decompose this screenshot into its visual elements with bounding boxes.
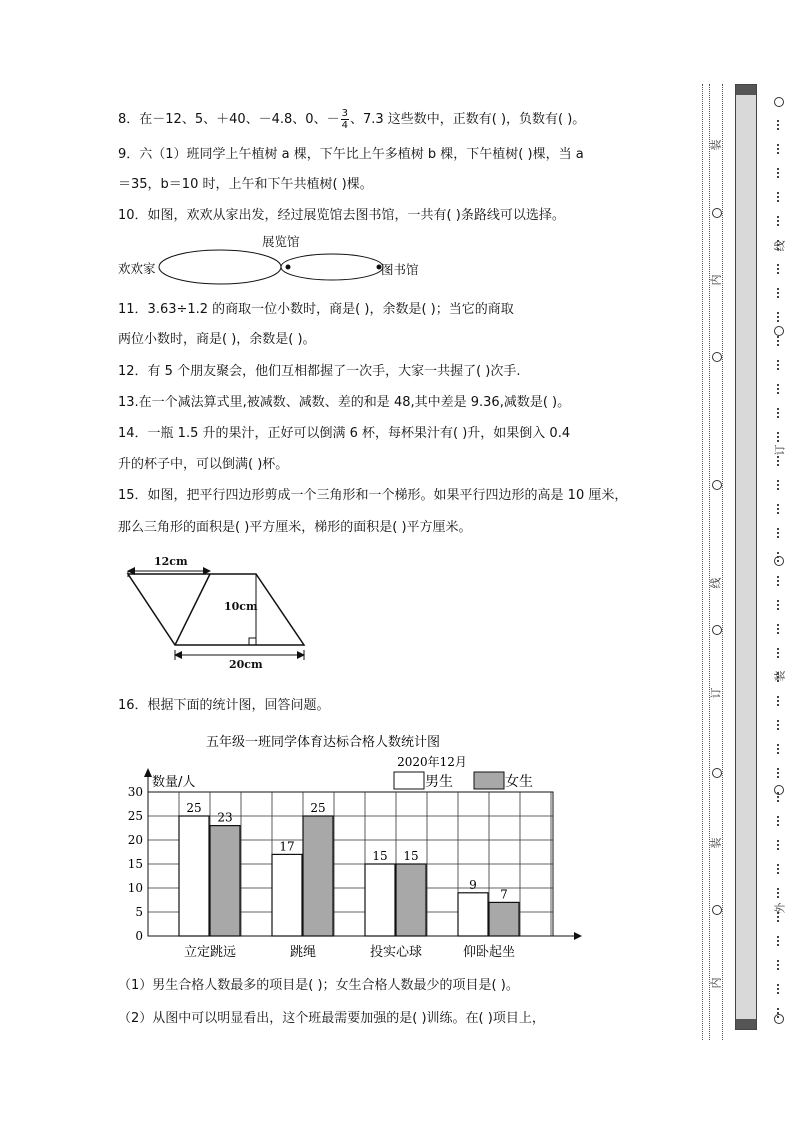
bar-value-label: 9 — [469, 877, 477, 892]
parallelogram-shape — [128, 574, 304, 645]
margin-dots-right — [777, 504, 781, 514]
margin-dots-right — [777, 384, 781, 394]
question-15-line-1: 15．如图，把平行四边形剪成一个三角形和一个梯形。如果平行四边形的高是 10 厘米， — [118, 488, 628, 503]
x-axis-arrow — [574, 932, 582, 940]
margin-dots-right — [777, 648, 781, 658]
legend-swatch-boys — [394, 772, 424, 789]
margin-dots-right — [777, 936, 781, 946]
top-length-label: 12cm — [154, 555, 188, 568]
margin-dots-right — [777, 552, 781, 562]
exhibition-dot — [286, 265, 291, 270]
bar-girls-1 — [210, 826, 240, 936]
question-12: 12．有 5 个朋友聚会，他们互相都握了一次手，大家一共握了( )次手. — [118, 364, 521, 379]
margin-dots-right — [777, 768, 781, 778]
bar-boys-3 — [365, 864, 395, 936]
y-tick-label: 5 — [135, 905, 143, 919]
margin-dots-right — [777, 624, 781, 634]
question-14-line-1: 14．一瓶 1.5 升的果汁，正好可以倒满 6 杯，每杯果汁有( )升，如果倒入 0.4 — [118, 426, 571, 441]
x-category-label: 跳绳 — [289, 945, 317, 960]
margin-dots-right — [777, 600, 781, 610]
fraction-three-quarters — [341, 108, 349, 131]
margin-dots-right — [777, 432, 781, 442]
y-tick-label: 0 — [135, 929, 143, 943]
margin-dots-right — [777, 672, 781, 682]
margin-circle-right — [774, 97, 784, 107]
home-label: 欢欢家 — [118, 261, 156, 276]
margin-dots-right — [777, 336, 781, 346]
margin-circle-left — [712, 905, 722, 915]
y-axis-arrow — [144, 768, 152, 777]
bar-boys-4 — [458, 893, 488, 936]
question-16: 16．根据下面的统计图，回答问题。 — [118, 698, 330, 713]
y-axis-label: 数量/人 — [152, 775, 196, 790]
bar-value-label: 17 — [279, 839, 295, 854]
route-ellipse-right — [281, 254, 383, 280]
margin-dots-right — [777, 408, 781, 418]
parallelogram-figure — [118, 558, 318, 670]
fraction-denominator: 4 — [341, 120, 348, 131]
bar-value-label: 25 — [310, 801, 326, 815]
question-16-1: （1）男生合格人数最多的项目是( )；女生合格人数最少的项目是( )。 — [118, 978, 519, 993]
margin-dots-right — [777, 960, 781, 970]
legend-swatch-girls — [474, 772, 504, 789]
margin-circle-left — [712, 208, 722, 218]
margin-dots-right — [777, 192, 781, 202]
question-8 — [118, 108, 585, 131]
margin-dots-right — [777, 864, 781, 874]
margin-circle-right — [774, 326, 784, 336]
margin-dots-right — [777, 456, 781, 466]
bar-boys-2 — [272, 854, 302, 936]
question-15-line-2: 那么三角形的面积是( )平方厘米，梯形的面积是( )平方厘米。 — [118, 520, 472, 535]
question-10: 10．如图，欢欢从家出发，经过展览馆去图书馆，一共有( )条路线可以选择。 — [118, 208, 565, 223]
margin-dots-right — [777, 840, 781, 850]
bar-value-label: 7 — [500, 887, 508, 902]
margin-dots-right — [777, 792, 781, 802]
margin-dots-right — [777, 144, 781, 154]
margin-circle-left — [712, 625, 722, 635]
height-label: 10cm — [224, 600, 258, 613]
bar-boys-1 — [179, 816, 209, 936]
bar-value-label: 25 — [186, 801, 202, 815]
margin-dots-right — [777, 168, 781, 178]
bar-value-label: 15 — [403, 849, 419, 863]
right-angle-mark — [249, 638, 256, 645]
question-16-2: （2）从图中可以明显看出，这个班最需要加强的是( )训练。在( )项目上， — [118, 1011, 545, 1026]
margin-left-label: 内 — [709, 977, 723, 989]
fraction-numerator: 3 — [341, 108, 348, 119]
margin-circle-left — [712, 480, 722, 490]
base-length-label: 20cm — [229, 658, 263, 671]
margin-dots-right — [777, 264, 781, 274]
x-category-label: 立定跳远 — [183, 945, 237, 960]
margin-circle-left — [712, 768, 722, 778]
question-11-line-2: 两位小数时，商是( )，余数是( )。 — [118, 332, 316, 347]
margin-dots-right — [777, 528, 781, 538]
chart-subtitle: 2020年12月 — [397, 755, 467, 769]
margin-left-label: 订 — [709, 687, 723, 699]
margin-dots-right — [777, 240, 781, 250]
bar-girls-3 — [396, 864, 426, 936]
margin-right-label: 线 — [773, 240, 787, 252]
margin-left-label: 线 — [709, 577, 723, 589]
legend-label-boys: 男生 — [425, 774, 453, 790]
margin-dotted-line-3 — [722, 84, 724, 1040]
question-11-line-1: 11．3.63÷1.2 的商取一位小数时，商是( )，余数是( )；当它的商取 — [118, 302, 514, 317]
x-category-label: 仰卧起坐 — [462, 945, 516, 960]
margin-gray-bar — [735, 84, 757, 1030]
margin-left-label: 内 — [709, 274, 723, 286]
margin-right-label: 订 — [773, 444, 787, 456]
margin-dots-right — [777, 984, 781, 994]
margin-dots-right — [777, 576, 781, 586]
margin-right-label: 外 — [773, 902, 787, 914]
bar-girls-4 — [489, 902, 519, 936]
legend-label-girls: 女生 — [505, 774, 533, 790]
bar-chart — [110, 728, 590, 968]
chart-title: 五年级一班同学体育达标合格人数统计图 — [205, 735, 441, 750]
y-tick-label: 10 — [127, 881, 143, 895]
library-label: 图书馆 — [381, 262, 419, 277]
margin-dots-right — [777, 216, 781, 226]
bar-girls-2 — [303, 816, 333, 936]
exhibition-label: 展览馆 — [262, 234, 300, 249]
margin-right-label: 装 — [773, 670, 787, 682]
y-tick-label: 25 — [127, 809, 143, 823]
margin-dots-right — [777, 360, 781, 370]
bar-value-label: 23 — [217, 810, 233, 825]
margin-dots-right — [777, 816, 781, 826]
bar-value-label: 15 — [372, 849, 388, 863]
margin-dots-right — [777, 288, 781, 298]
y-tick-label: 20 — [127, 833, 143, 847]
cut-line — [175, 574, 210, 645]
q8-text-after: 、7.3 这些数中，正数有( )，负数有( )。 — [349, 112, 586, 127]
y-tick-label: 30 — [127, 785, 143, 799]
margin-dots-right — [777, 312, 781, 322]
question-13: 13.在一个减法算式里,被减数、减数、差的和是 48,其中差是 9.36,减数是( )。 — [118, 395, 571, 410]
margin-dots-right — [777, 720, 781, 730]
margin-dots-right — [777, 1008, 781, 1018]
margin-dots-right — [777, 696, 781, 706]
margin-dots-right — [777, 480, 781, 490]
q8-text-before: 8．在－12、5、＋40、－4.8、0、－ — [118, 112, 340, 127]
margin-dots-right — [777, 744, 781, 754]
margin-dotted-line-1 — [702, 84, 704, 1040]
margin-left-label: 装 — [709, 837, 723, 849]
margin-dots-right — [777, 912, 781, 922]
question-14-line-2: 升的杯子中，可以倒满( )杯。 — [118, 457, 289, 472]
question-9-line-1: 9．六（1）班同学上午植树 a 棵，下午比上午多植树 b 棵，下午植树( )棵，当 a — [118, 147, 584, 162]
margin-dotted-line-2 — [709, 84, 711, 1040]
route-ellipse-left — [159, 250, 281, 284]
question-9-line-2: ＝35，b＝10 时，上午和下午共植树( )棵。 — [118, 177, 373, 192]
y-tick-label: 15 — [127, 857, 143, 871]
margin-dots-right — [777, 120, 781, 130]
margin-left-label: 装 — [709, 139, 723, 151]
margin-dots-right — [777, 888, 781, 898]
x-category-label: 投实心球 — [369, 945, 423, 960]
margin-circle-left — [712, 352, 722, 362]
